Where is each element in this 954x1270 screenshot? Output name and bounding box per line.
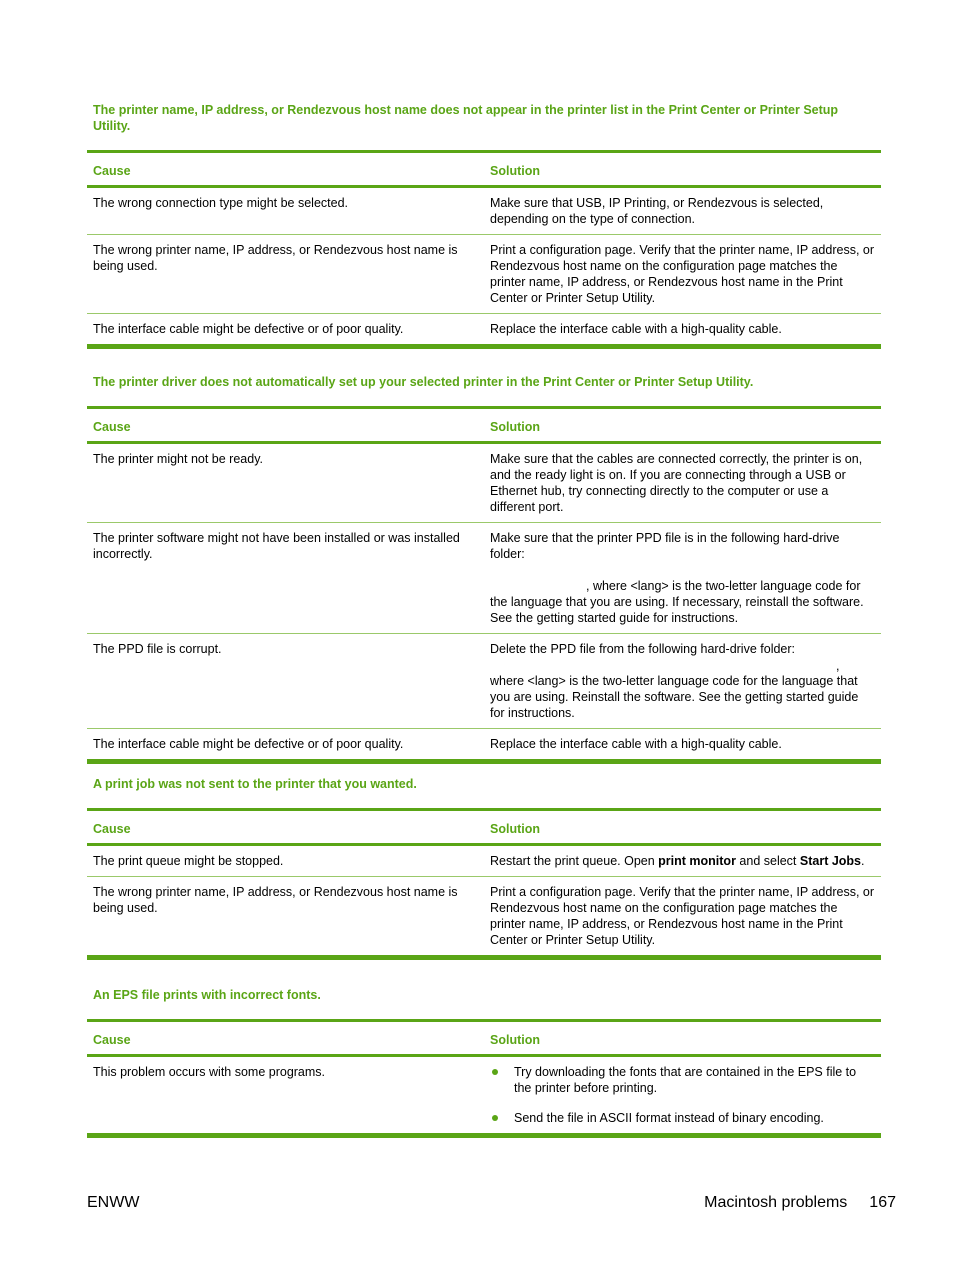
section-title: The printer driver does not automatically set up your selected printer in the Print Center or Printer Setup Utility. (93, 375, 754, 389)
footer-right (704, 1193, 896, 1213)
solution-continuation: , where <lang> is the two-letter language code for the language that you are using. If necessary, reinstall the software. See the getting started guide for instructions. (490, 579, 864, 625)
table-row (87, 634, 881, 729)
solution-cell (484, 1056, 881, 1136)
cause-cell: The interface cable might be defective or of poor quality. (87, 729, 484, 762)
solution-cell (484, 523, 881, 634)
print-monitor-term: print monitor (658, 854, 736, 868)
solution-cell: Make sure that the cables are connected correctly, the printer is on, and the ready light is on. If you are connecting through a USB or Ethernet hub, try connecting directly to the computer or use a different port. (484, 443, 881, 523)
chapter-name: Macintosh problems (704, 1194, 848, 1211)
cause-header: Cause (87, 1021, 484, 1056)
path-comma: , (836, 659, 840, 673)
list-item: Try downloading the fonts that are contained in the EPS file to the printer before printing. (490, 1064, 875, 1096)
section-eps-fonts (87, 987, 881, 1138)
cause-cell: This problem occurs with some programs. (87, 1056, 484, 1136)
section-job-not-sent (87, 776, 881, 960)
solution-cell: Print a configuration page. Verify that the printer name, IP address, or Rendezvous host name on the configuration page matches the printer name, IP address, or Rendezvous host name in the Print Center or Printer Setup Utility. (484, 235, 881, 314)
table-row (87, 443, 881, 523)
cause-cell: The wrong connection type might be selected. (87, 187, 484, 235)
section-printer-not-in-list (87, 102, 881, 349)
cause-solution-table (87, 808, 881, 960)
section-title: An EPS file prints with incorrect fonts. (93, 988, 321, 1002)
cause-cell: The printer software might not have been installed or was installed incorrectly. (87, 523, 484, 634)
cause-cell: The PPD file is corrupt. (87, 634, 484, 729)
solution-text: Make sure that the printer PPD file is in the following hard-drive folder: (490, 531, 840, 561)
solution-header: Solution (484, 408, 881, 443)
solution-cell: Replace the interface cable with a high-quality cable. (484, 729, 881, 762)
section-driver-setup (87, 374, 881, 764)
section-title: A print job was not sent to the printer that you wanted. (93, 777, 417, 791)
solution-cell: Print a configuration page. Verify that the printer name, IP address, or Rendezvous host name on the configuration page matches the printer name, IP address, or Rendezvous host name in the Print Center or Printer Setup Utility. (484, 877, 881, 958)
table-row (87, 845, 881, 877)
cause-solution-table (87, 1019, 881, 1138)
bullet-icon (492, 1115, 498, 1121)
solution-header: Solution (484, 810, 881, 845)
start-jobs-term: Start Jobs (799, 854, 862, 868)
bullet-icon (492, 1069, 498, 1075)
solution-cell (484, 634, 881, 729)
cause-header: Cause (87, 408, 484, 443)
cause-solution-table (87, 406, 881, 764)
cause-cell: The printer might not be ready. (87, 443, 484, 523)
solution-header: Solution (484, 152, 881, 187)
table-row (87, 523, 881, 634)
solution-bullet-list (490, 1064, 875, 1126)
footer-left: ENWW (87, 1194, 140, 1211)
cause-header: Cause (87, 152, 484, 187)
page-number: 167 (869, 1194, 896, 1211)
solution-text (490, 578, 875, 626)
cause-cell: The print queue might be stopped. (87, 845, 484, 877)
cause-header: Cause (87, 810, 484, 845)
list-item: Send the file in ASCII format instead of binary encoding. (490, 1110, 875, 1126)
cause-cell: The wrong printer name, IP address, or Rendezvous host name is being used. (87, 235, 484, 314)
table-row (87, 877, 881, 958)
table-row (87, 235, 881, 314)
solution-cell: Make sure that USB, IP Printing, or Rendezvous is selected, depending on the type of connection. (484, 187, 881, 235)
solution-cell: Replace the interface cable with a high-quality cable. (484, 314, 881, 347)
solution-cell: Restart the print queue. Open print monitor and select Start Jobs. (484, 845, 881, 877)
section-title: The printer name, IP address, or Rendezvous host name does not appear in the printer list in the Print Center or Printer Setup Utility. (93, 103, 839, 133)
cause-solution-table (87, 150, 881, 349)
solution-text: Delete the PPD file from the following hard-drive folder: (490, 642, 796, 656)
table-row (87, 1056, 881, 1136)
table-row (87, 729, 881, 762)
solution-header: Solution (484, 1021, 881, 1056)
table-row (87, 187, 881, 235)
cause-cell: The interface cable might be defective or of poor quality. (87, 314, 484, 347)
table-row (87, 314, 881, 347)
cause-cell: The wrong printer name, IP address, or Rendezvous host name is being used. (87, 877, 484, 958)
solution-text: where <lang> is the two-letter language code for the language that you are using. Reinstall the software. See the getting started guide for instructions. (490, 674, 859, 720)
